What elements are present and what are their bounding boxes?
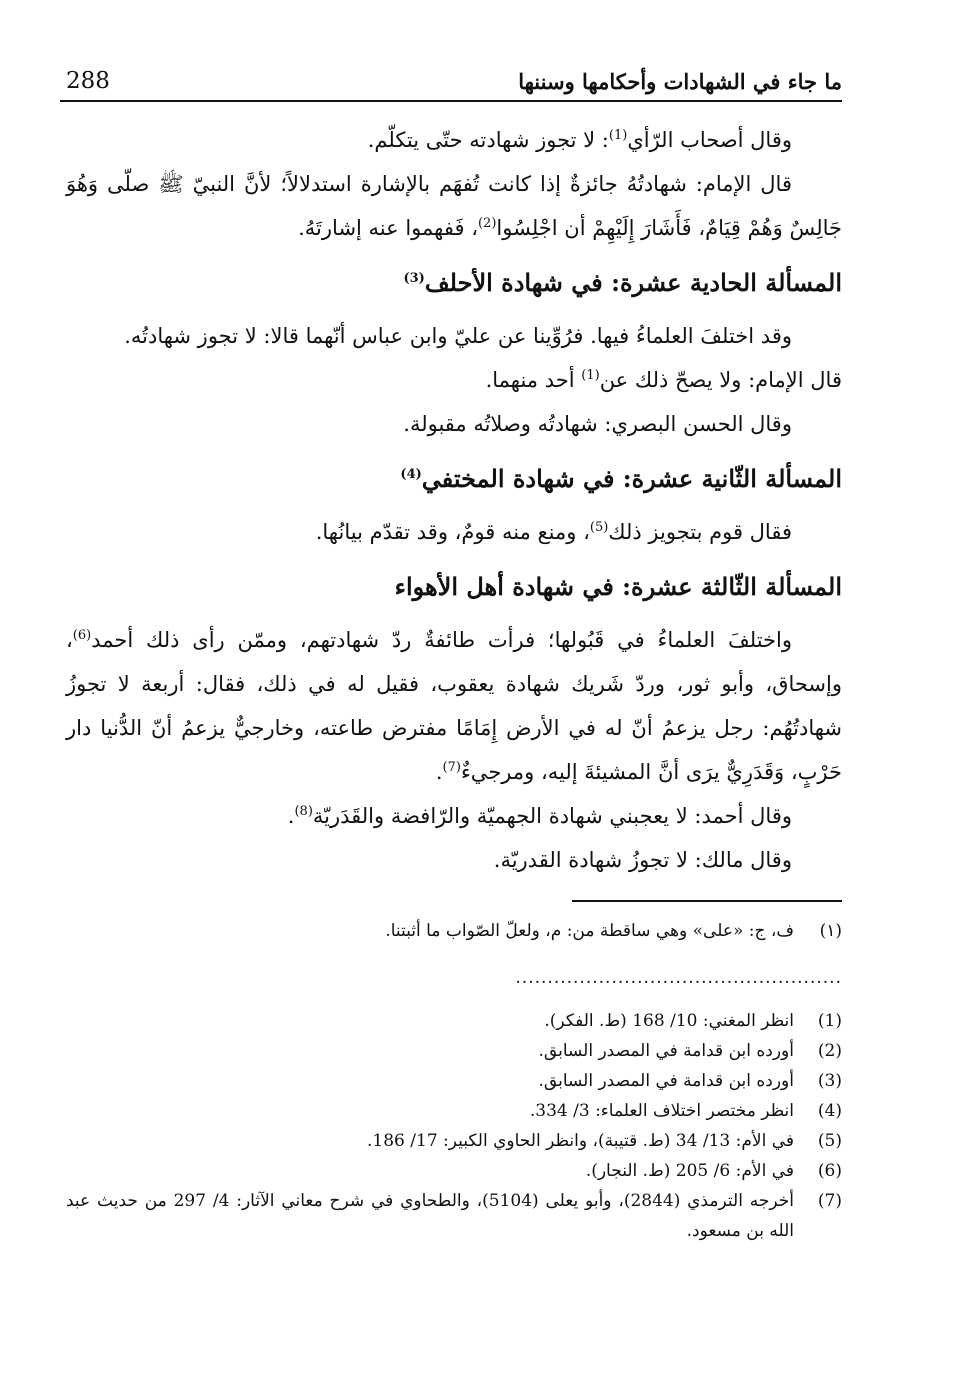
- footnote-ref[interactable]: (7): [442, 760, 461, 775]
- footnote: [66, 1096, 842, 1126]
- footnote-text: أورده ابن قدامة في المصدر السابق.: [538, 1041, 794, 1061]
- footnote-ref[interactable]: (8): [294, 804, 313, 819]
- footnote-ref[interactable]: (6): [72, 628, 92, 643]
- footnote-text: انظر مختصر اختلاف العلماء: 3/ 334.: [529, 1101, 794, 1121]
- footnote: [66, 1186, 842, 1246]
- footnote-number: (2): [817, 1041, 842, 1061]
- footnote: [66, 1126, 842, 1156]
- footnote: [66, 1036, 842, 1066]
- main-text: [66, 118, 842, 882]
- paragraph: وقال الحسن البصري: شهادتُه وصلاتُه مقبولة.: [403, 412, 792, 436]
- footnote-text: في الأم: 13/ 34 (ط. قتيبة)، وانظر الحاوي الكبير: 17/ 186.: [367, 1131, 794, 1151]
- footnote-number: (6): [817, 1161, 842, 1181]
- footnote: [66, 1156, 842, 1186]
- paragraph: وقد اختلفَ العلماءُ فيها. فرُوِّينا عن عليّ وابن عباس أنّهما قالا: لا تجوز شهادتُه.: [124, 324, 792, 348]
- footnote-number: (7): [817, 1191, 842, 1211]
- footnote-number: (3): [817, 1071, 842, 1091]
- editor-footnote: [300, 916, 842, 946]
- dotted-separator: ...................................................: [515, 968, 842, 988]
- footnote-ref[interactable]: (5): [589, 520, 609, 535]
- footnote-ref[interactable]: (3): [403, 271, 425, 286]
- footnote: [66, 1006, 842, 1036]
- footnote-ref[interactable]: (4): [400, 467, 422, 482]
- footnotes: [66, 1006, 842, 1246]
- paragraph: قال الإمام: ولا يصحّ ذلك عن$^{(1)}$ أحد منهما.: [485, 368, 842, 392]
- footnote-ref[interactable]: (2): [477, 216, 497, 231]
- footnote-ref[interactable]: (1): [608, 128, 628, 143]
- page-header: [60, 66, 842, 102]
- running-title: ما جاء في الشهادات وأحكامها وسننها: [518, 69, 842, 94]
- paragraph: وقال أحمد: لا يعجبني شهادة الجهميّة والرّافضة والقَدَريّة$^{(8)}$.: [287, 804, 792, 828]
- footnote-text: في الأم: 6/ 205 (ط. النجار).: [585, 1161, 794, 1181]
- footnote-number: (4): [817, 1101, 842, 1121]
- paragraph: فقال قوم بتجويز ذلك$^{(5)}$، ومنع منه قومٌ، وقد تقدّم بيانُها.: [315, 520, 792, 544]
- footnote: [66, 1066, 842, 1096]
- footnote-text: انظر المغني: 10/ 168 (ط. الفكر).: [544, 1011, 794, 1031]
- footnote-number: (1): [817, 1011, 842, 1031]
- paragraph: قال الإمام: شهادتُهُ جائزةٌ إذا كانت تُفهَم بالإشارة استدلالاً؛ لأنَّ النبيّ ﷺ صلّى وَهُوَ جَالِسٌ وَهُمْ قِيَامٌ، فَأَشَارَ إِلَيْهِمْ أن اجْلِسُوا$^{(2)}$، فَفهموا عنه إشارتَهُ.: [66, 172, 842, 240]
- paragraph: وقال أصحاب الرّأي$^{(1)}$: لا تجوز شهادته حتّى يتكلّم.: [367, 128, 792, 152]
- footnote-text: أخرجه الترمذي (2844)، وأبو يعلى (5104)، والطحاوي في شرح معاني الآثار: 4/ 297 من حديث عبد الله بن مسعود.: [66, 1191, 794, 1241]
- footnote-ref[interactable]: (1): [581, 368, 600, 383]
- footnote-text: أورده ابن قدامة في المصدر السابق.: [538, 1071, 794, 1091]
- footnote-number: (5): [817, 1131, 842, 1151]
- footnote-number: (١): [819, 921, 842, 941]
- section-heading: المسألة الحادية عشرة: في شهادة الأحلف$^{(3)}$: [403, 268, 842, 297]
- footnote-separator: [572, 900, 842, 902]
- footnote-text: ف، ج: «على» وهي ساقطة من: م، ولعلّ الصّواب ما أثبتنا.: [385, 921, 794, 941]
- page-number: 288: [66, 68, 110, 94]
- paragraph: واختلفَ العلماءُ في قَبُولها؛ فرأت طائفةٌ ردّ شهادتهم، وممّن رأى ذلك أحمد$^{(6)}$، وإسحاق، وأبو ثور، وردّ شَريك شهادة يعقوب، فقيل له في ذلك، فقال: أربعة لا تجوزُ شهادتُهُم: رجل يزعمُ أنّ له في الأرض إِمَامًا مفترض طاعته، وخارجيٌّ يزعمُ أنّ الدُّنيا دار حَرْبٍ، وَقَدَرِيٌّ يرَى أنَّ المشيئةَ إليه، ومرجيءٌ$^{(7)}$.: [66, 628, 842, 784]
- section-heading: المسألة الثّالثة عشرة: في شهادة أهل الأهواء: [394, 572, 842, 601]
- section-heading: المسألة الثّانية عشرة: في شهادة المختفي$^{(4)}$: [400, 464, 842, 493]
- paragraph: وقال مالك: لا تجوزُ شهادة القدريّة.: [493, 848, 792, 872]
